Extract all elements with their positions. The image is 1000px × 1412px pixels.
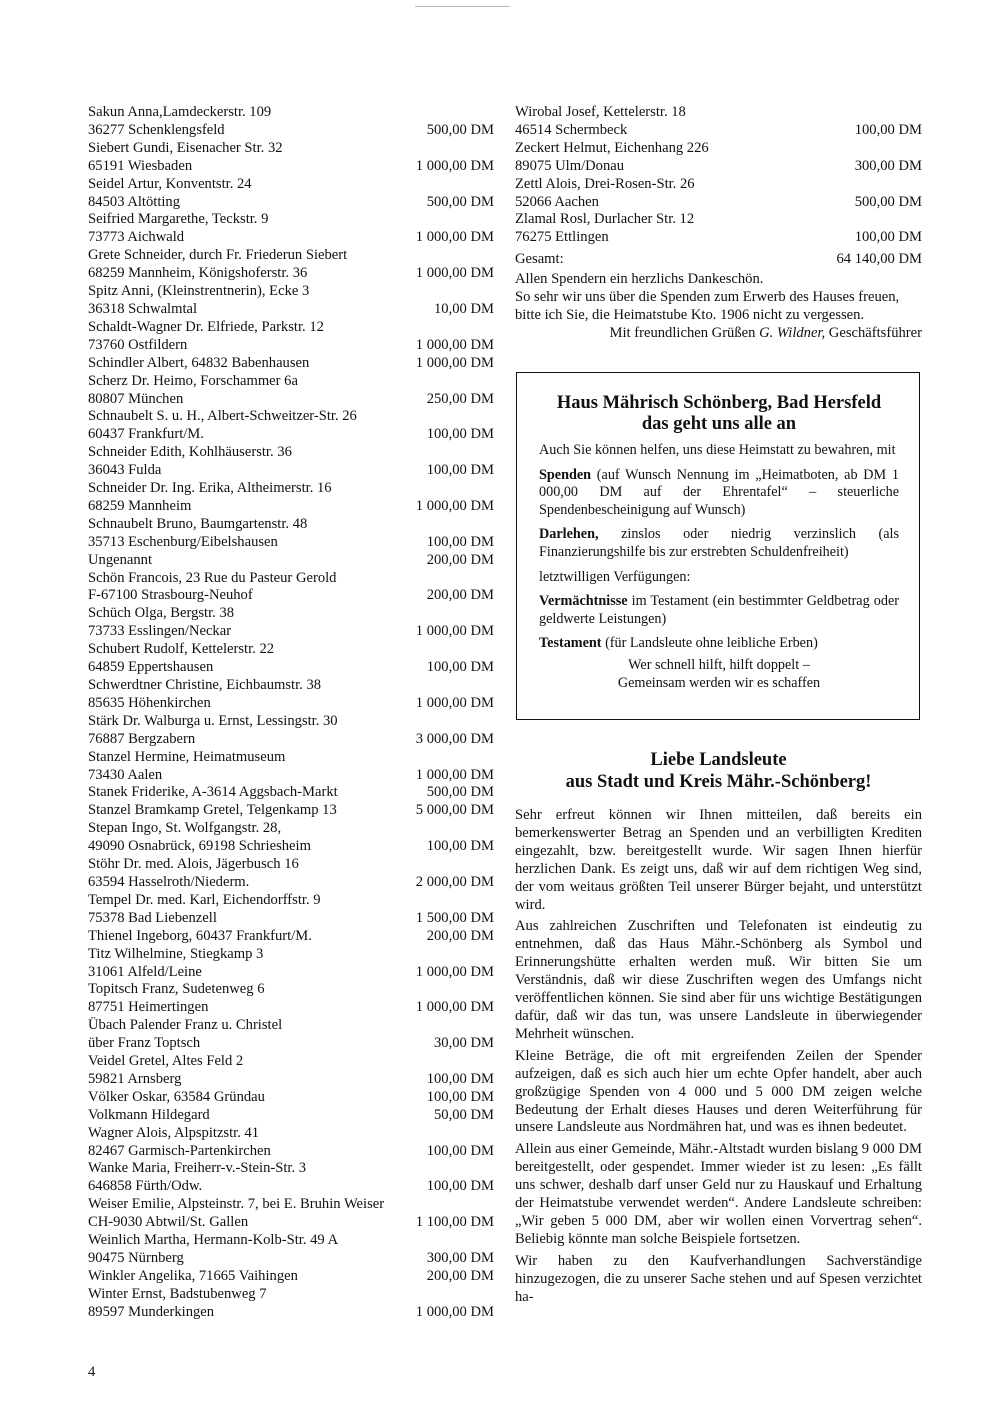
box-item: [539, 467, 899, 520]
donor-entry: [88, 444, 494, 480]
donation-amount: 30,00 DM: [434, 1035, 494, 1052]
donor-name-line: Schnaubelt S. u. H., Albert-Schweitzer-Str. 26: [88, 408, 357, 425]
donor-entry: [88, 1196, 494, 1232]
donor-name-line: Schindler Albert, 64832 Babenhausen: [88, 354, 310, 371]
donor-address: [88, 1268, 421, 1286]
donor-address: [88, 570, 421, 606]
donor-city-line: 73733 Esslingen/Neckar: [88, 623, 232, 640]
box-motto: [539, 657, 899, 692]
donation-amount: 10,00 DM: [434, 300, 494, 317]
donor-address: [88, 1017, 428, 1053]
donor-city-line: 90475 Nürnberg: [88, 1250, 184, 1266]
donor-entry: [88, 176, 494, 212]
donation-amount: 100,00 DM: [426, 659, 494, 676]
right-column-top: [515, 104, 922, 343]
donation-amount: 1 000,00 DM: [415, 623, 494, 640]
donor-address: [88, 104, 421, 140]
box-item-term: Darlehen,: [539, 526, 599, 543]
donor-name-line: Topitsch Franz, Sudetenweg 6: [88, 981, 265, 998]
donor-name-line: Schaldt-Wagner Dr. Elfriede, Parkstr. 12: [88, 318, 324, 335]
donor-address: [88, 784, 421, 802]
donor-name-line: Schnaubelt Bruno, Baumgartenstr. 48: [88, 515, 308, 532]
donor-name-line: Ungenannt: [88, 551, 153, 568]
donor-city-line: 49090 Osnabrück, 69198 Schriesheim: [88, 838, 311, 855]
donor-entry: [88, 784, 494, 802]
donor-name-line: Wirobal Josef, Kettelerstr. 18: [515, 104, 686, 120]
donor-name-line: Tempel Dr. med. Karl, Eichendorffstr. 9: [88, 891, 321, 908]
donor-address: [88, 1196, 410, 1232]
donor-entry: [88, 211, 494, 247]
donor-name-line: Schneider Edith, Kohlhäuserstr. 36: [88, 444, 292, 461]
thanks-line: Allen Spendern ein herzlichs Dankeschön.: [515, 271, 764, 288]
donor-city-line: 89597 Munderkingen: [88, 1303, 215, 1320]
donor-name-line: Schneider Dr. Ing. Erika, Altheimerstr. 16: [88, 480, 332, 497]
donor-address: [88, 444, 421, 480]
donor-entry: [88, 820, 494, 856]
donation-amount: 100,00 DM: [426, 462, 494, 479]
box-item-term: Testament: [539, 635, 602, 652]
box-item: [539, 593, 899, 628]
signoff-name: G. Wildner,: [759, 324, 826, 341]
box-item-text: zinslos oder niedrig verzinslich (als Finanzierungshilfe bis zur erstrebten Schuldenfreiheit): [539, 526, 899, 560]
donation-amount: 300,00 DM: [854, 157, 922, 174]
donor-city-line: 52066 Aachen: [515, 193, 599, 210]
donor-name-line: Schön Francois, 23 Rue du Pasteur Gerold: [88, 569, 337, 586]
donor-name-line: Titz Wilhelmine, Stiegkamp 3: [88, 945, 264, 962]
donor-address: [88, 355, 410, 373]
donor-name-line: Zettl Alois, Drei-Rosen-Str. 26: [515, 175, 695, 192]
donor-address: [515, 176, 849, 212]
donor-name-line: Stöhr Dr. med. Alois, Jägerbusch 16: [88, 856, 299, 873]
donor-entry: [88, 373, 494, 409]
donor-address: [88, 176, 421, 212]
donation-amount: 1 000,00 DM: [415, 497, 494, 514]
article-paragraph: Kleine Beträge, die oft mit ergreifenden Zeilen der Spender aufzeigen, daß es sich auch hier um echte Opfer handelt, aber auch großzügige Spenden von 4 000 und 5 000 DM zeigen welche Bedeutung der Erhalt dieses Hauses und deren Weiterführung für unsere Landsleute aus Nordmähren hat, und was es ihnen bedeutet.: [515, 1047, 922, 1136]
donor-entry: [515, 140, 922, 176]
donation-amount: 5 000,00 DM: [415, 802, 494, 819]
donor-city-line: 68259 Mannheim: [88, 497, 192, 514]
donor-city-line: 73430 Aalen: [88, 766, 163, 783]
donor-name-line: Stärk Dr. Walburga u. Ernst, Lessingstr. 30: [88, 712, 338, 729]
signoff-suffix: Geschäftsführer: [825, 324, 922, 341]
donor-name-line: Spitz Anni, (Kleinstrentnerin), Ecke 3: [88, 283, 310, 300]
total-amount: 64 140,00 DM: [836, 251, 922, 268]
letter-article: [515, 750, 922, 1310]
donor-entry: [88, 552, 494, 570]
box-motto-line-2: Gemeinsam werden wir es schaffen: [617, 674, 821, 691]
donor-entry: [515, 104, 922, 140]
donor-address: [88, 1107, 428, 1125]
donor-entry: [88, 928, 494, 946]
donor-name-line: Seifried Margarethe, Teckstr. 9: [88, 211, 269, 228]
donor-entry: [88, 1232, 494, 1268]
donor-entry: [88, 802, 494, 820]
info-box: [516, 372, 920, 720]
donor-address: [88, 749, 410, 785]
donor-city-line: 65191 Wiesbaden: [88, 157, 193, 174]
box-item-text: (für Landsleute ohne leibliche Erben): [601, 635, 818, 652]
donation-amount: 2 000,00 DM: [415, 873, 494, 890]
donation-amount: 1 100,00 DM: [415, 1214, 494, 1231]
donor-city-line: 84503 Altötting: [88, 193, 181, 210]
donation-amount: 100,00 DM: [426, 1178, 494, 1195]
donor-entry: [88, 1125, 494, 1161]
donor-city-line: 80807 München: [88, 390, 184, 407]
donor-city-line: 646858 Fürth/Odw.: [88, 1178, 203, 1195]
donor-name-line: Stanzel Bramkamp Gretel, Telgenkamp 13: [88, 802, 337, 819]
donation-amount: 500,00 DM: [426, 784, 494, 801]
donor-address: [515, 104, 849, 140]
box-motto-line-1: Wer schnell hilft, hilft doppelt –: [628, 656, 810, 673]
donor-entry: [88, 570, 494, 606]
donor-name-line: Grete Schneider, durch Fr. Friederun Siebert: [88, 247, 348, 264]
donation-amount: 1 000,00 DM: [415, 157, 494, 174]
box-title-line-1: Haus Mährisch Schönberg, Bad Hersfeld: [556, 393, 882, 413]
donor-address: [88, 552, 421, 570]
donor-city-line: 46514 Schermbeck: [515, 121, 628, 138]
donor-entry: [88, 247, 494, 283]
donor-name-line: Zlamal Rosl, Durlacher Str. 12: [515, 211, 695, 228]
donor-address: [88, 1089, 421, 1107]
donor-city-line: 68259 Mannheim, Königshoferstr. 36: [88, 265, 308, 282]
donation-amount: 200,00 DM: [426, 587, 494, 604]
article-title-line-2: aus Stadt und Kreis Mähr.-Schönberg!: [565, 771, 872, 792]
donation-amount: 1 000,00 DM: [415, 336, 494, 353]
donor-entry: [88, 1053, 494, 1089]
donor-address: [88, 677, 410, 713]
donor-address: [88, 1286, 410, 1322]
donor-entry: [88, 104, 494, 140]
donor-city-line: 35713 Eschenburg/Eibelshausen: [88, 533, 278, 550]
box-item-term: Vermächtnisse: [539, 593, 628, 610]
donor-address: [88, 981, 410, 1017]
donor-address: [88, 605, 410, 641]
donor-entry: [88, 713, 494, 749]
donation-amount: 100,00 DM: [854, 229, 922, 246]
donor-address: [88, 283, 428, 319]
donor-address: [88, 713, 410, 749]
box-item: [539, 569, 899, 587]
donor-entry: [88, 140, 494, 176]
donation-amount: 100,00 DM: [426, 426, 494, 443]
donor-entry: [88, 1160, 494, 1196]
signoff-prefix: Mit freundlichen Grüßen: [609, 324, 760, 341]
article-title: [515, 750, 922, 793]
donation-amount: 1 000,00 DM: [415, 229, 494, 246]
donor-address: [88, 480, 410, 516]
box-item: [539, 526, 899, 561]
donation-amount: 3 000,00 DM: [415, 730, 494, 747]
donor-name-line: Übach Palender Franz u. Christel: [88, 1017, 283, 1034]
donor-address: [88, 892, 410, 928]
donor-address: [515, 211, 849, 247]
donor-name-line: Seidel Artur, Konventstr. 24: [88, 175, 252, 192]
donor-address: [88, 802, 410, 820]
donor-entry: [88, 981, 494, 1017]
donor-address: [88, 946, 410, 982]
donor-entry: [88, 892, 494, 928]
donor-list-left: [88, 104, 494, 1322]
donor-city-line: 87751 Heimertingen: [88, 999, 209, 1016]
donation-amount: 200,00 DM: [426, 551, 494, 568]
donor-city-line: 73760 Ostfildern: [88, 336, 188, 353]
donation-amount: 100,00 DM: [426, 1070, 494, 1087]
donor-entry: [88, 1017, 494, 1053]
box-title: [539, 393, 899, 435]
donor-address: [88, 319, 410, 355]
donation-amount: 1 000,00 DM: [415, 265, 494, 282]
donation-amount: 250,00 DM: [426, 390, 494, 407]
donor-name-line: Stanek Friderike, A-3614 Aggsbach-Markt: [88, 784, 338, 801]
donor-address: [88, 140, 410, 176]
donor-name-line: Stepan Ingo, St. Wolfgangstr. 28,: [88, 820, 282, 837]
donor-name-line: Scherz Dr. Heimo, Forschammer 6a: [88, 372, 298, 389]
donor-city-line: CH-9030 Abtwil/St. Gallen: [88, 1214, 249, 1231]
donation-amount: 1 500,00 DM: [415, 909, 494, 926]
donor-list-right: [515, 104, 922, 247]
donation-amount: 1 000,00 DM: [415, 694, 494, 711]
donor-address: [88, 928, 421, 946]
donor-entry: [88, 946, 494, 982]
donor-address: [88, 373, 421, 409]
donor-name-line: Völker Oskar, 63584 Gründau: [88, 1088, 265, 1105]
appeal-line-2: bitte ich Sie, die Heimatstube Kto. 1906 nicht zu vergessen.: [515, 306, 865, 323]
box-item-text: im Testament (ein bestimmter Geldbetrag oder geldwerte Leistungen): [539, 593, 899, 627]
article-paragraph: Sehr erfreut können wir Ihnen mitteilen, daß bereits ein bemerkenswerter Betrag an Spenden und an verbilligten Krediten eingezahlt, bzw. bereitgestellt wurde. Wir sagen Ihnen hierfür herzlichen Dank. Es zeigt uns, daß wir auf dem richtigen Weg sind, der vom weitaus größten Teil unserer Bürger bejaht, und unterstützt wird.: [515, 807, 922, 913]
donation-amount: 50,00 DM: [434, 1106, 494, 1123]
article-paragraph: Allein aus einer Gemeinde, Mähr.-Altstadt wurden bislang 9 000 DM bereitgestellt, oder gespendet. Immer wieder ist zu lesen: „Es fällt uns schwer, deshalb darf unser Geld nur zu Hauskauf und Erhaltung der Heimatstube verwendet werden“. Andere Landsleute schreiben: „Wir geben 5 000 DM, aber wir wollen einen Vorvertrag sehen“. Beliebig könnte man solche Beispiele fortsetzen.: [515, 1141, 922, 1247]
donor-entry: [88, 856, 494, 892]
donor-entry: [88, 408, 494, 444]
donor-name-line: Sakun Anna,Lamdeckerstr. 109: [88, 104, 272, 120]
donor-name-line: Siebert Gundi, Eisenacher Str. 32: [88, 139, 283, 156]
article-paragraph: Aus zahlreichen Zuschriften und Telefonaten ist eindeutig zu entnehmen, daß das Haus Mähr.-Schönberg als Symbol und Erinnerungshütte erhalten werden muß. Wir bitten Sie um Verständnis, daß wir diese Zuschriften wegen des Umfangs nicht veröffentlichen können. Sie sind aber für uns wichtige Bestätigungen dafür, daß wir das tun, was unsere Landsleute in überwiegender Mehrheit wünschen.: [515, 918, 922, 1042]
donor-city-line: 59821 Arnsberg: [88, 1070, 182, 1087]
donation-amount: 1 000,00 DM: [415, 1303, 494, 1320]
donor-name-line: Weinlich Martha, Hermann-Kolb-Str. 49 A: [88, 1232, 339, 1249]
box-title-line-2: das geht uns alle an: [641, 414, 797, 434]
donor-city-line: 75378 Bad Liebenzell: [88, 909, 217, 926]
donation-amount: 1 000,00 DM: [415, 999, 494, 1016]
donor-address: [88, 1232, 421, 1268]
donor-city-line: 76887 Bergzabern: [88, 730, 196, 747]
donor-address: [88, 641, 421, 677]
donor-entry: [88, 283, 494, 319]
donor-name-line: Schüch Olga, Bergstr. 38: [88, 605, 235, 622]
donation-amount: 100,00 DM: [426, 533, 494, 550]
donor-city-line: 31061 Alfeld/Leine: [88, 963, 202, 980]
article-paragraph: Wir haben zu den Kaufverhandlungen Sachverständige hinzugezogen, die zu unserer Sache stehen und auf Spesen verzichtet ha-: [515, 1252, 922, 1305]
article-title-line-1: Liebe Landsleute: [650, 750, 787, 770]
donation-amount: 1 000,00 DM: [415, 963, 494, 980]
donor-address: [88, 211, 410, 247]
donor-name-line: Winkler Angelika, 71665 Vaihingen: [88, 1267, 298, 1284]
box-intro: Auch Sie können helfen, uns diese Heimstatt zu bewahren, mit: [539, 442, 896, 458]
donor-entry: [88, 749, 494, 785]
donation-amount: 500,00 DM: [426, 193, 494, 210]
donor-city-line: 36277 Schenklengsfeld: [88, 121, 225, 138]
appeal-line-1: So sehr wir uns über die Spenden zum Erwerb des Hauses freuen,: [515, 289, 900, 306]
donor-entry: [88, 1107, 494, 1125]
donor-address: [88, 1053, 421, 1089]
donor-address: [88, 1125, 421, 1161]
donation-amount: 100,00 DM: [854, 121, 922, 138]
donation-amount: 200,00 DM: [426, 1267, 494, 1284]
donor-entry: [88, 1286, 494, 1322]
donor-address: [88, 856, 410, 892]
donor-city-line: 85635 Höhenkirchen: [88, 694, 211, 711]
donor-name-line: Wanke Maria, Freiherr-v.-Stein-Str. 3: [88, 1160, 307, 1177]
donor-address: [88, 516, 421, 552]
donor-address: [88, 1160, 421, 1196]
donor-name-line: Weiser Emilie, Alpsteinstr. 7, bei E. Bruhin Weiser: [88, 1196, 385, 1213]
donor-entry: [88, 480, 494, 516]
donor-entry: [88, 319, 494, 355]
donor-entry: [88, 677, 494, 713]
donor-city-line: 89075 Ulm/Donau: [515, 157, 625, 174]
total-label: Gesamt:: [515, 251, 564, 268]
donor-city-line: 36043 Fulda: [88, 462, 162, 479]
donor-entry: [88, 355, 494, 373]
box-item-term: Spenden: [539, 466, 592, 483]
donation-amount: 200,00 DM: [426, 927, 494, 944]
donor-name-line: Stanzel Hermine, Heimatmuseum: [88, 748, 286, 765]
donor-city-line: 36318 Schwalmtal: [88, 300, 198, 317]
donor-city-line: 73773 Aichwald: [88, 229, 185, 246]
donor-name-line: Winter Ernst, Badstubenweg 7: [88, 1285, 267, 1302]
donor-address: [88, 408, 421, 444]
donor-address: [88, 247, 410, 283]
donor-city-line: über Franz Toptsch: [88, 1035, 201, 1052]
donor-city-line: 64859 Eppertshausen: [88, 659, 214, 676]
donor-city-line: 63594 Hasselroth/Niederm.: [88, 873, 250, 890]
donor-entry: [515, 176, 922, 212]
signoff: [515, 325, 922, 343]
donor-name-line: Volkmann Hildegard: [88, 1106, 210, 1123]
donation-amount: 500,00 DM: [426, 121, 494, 138]
donor-entry: [88, 516, 494, 552]
donation-amount: 300,00 DM: [426, 1250, 494, 1266]
donor-address: [88, 820, 421, 856]
donation-amount: 100,00 DM: [426, 1142, 494, 1159]
donor-entry: [88, 605, 494, 641]
donor-city-line: 82467 Garmisch-Partenkirchen: [88, 1142, 271, 1159]
donor-name-line: Thienel Ingeborg, 60437 Frankfurt/M.: [88, 927, 312, 944]
donation-amount: 100,00 DM: [426, 838, 494, 855]
donor-city-line: 76275 Ettlingen: [515, 229, 609, 246]
donor-entry: [515, 211, 922, 247]
top-rule: [415, 6, 510, 7]
box-item: [539, 635, 899, 653]
donor-city-line: 60437 Frankfurt/M.: [88, 426, 204, 443]
donation-amount: 1 000,00 DM: [415, 354, 494, 371]
donation-amount: 1 000,00 DM: [415, 766, 494, 783]
donor-name-line: Schubert Rudolf, Kettelerstr. 22: [88, 641, 275, 658]
donor-name-line: Veidel Gretel, Altes Feld 2: [88, 1053, 244, 1070]
donor-entry: [88, 641, 494, 677]
box-item-text: letztwilligen Verfügungen:: [539, 568, 691, 585]
box-item-text: (auf Wunsch Nennung im „Heimatboten, ab DM 1 000,00 DM auf der Ehrentafel“ – steuerliche Spendenbescheinigung auf Wunsch): [539, 466, 899, 518]
donor-entry: [88, 1089, 494, 1107]
donor-entry: [88, 1268, 494, 1286]
donor-name-line: Wagner Alois, Alpspitzstr. 41: [88, 1124, 260, 1141]
donor-city-line: F-67100 Strasbourg-Neuhof: [88, 587, 253, 604]
total-row: [515, 251, 922, 269]
donation-amount: 100,00 DM: [426, 1088, 494, 1105]
donor-address: [515, 140, 849, 176]
donor-name-line: Schwerdtner Christine, Eichbaumstr. 38: [88, 677, 322, 693]
page-number: 4: [88, 1364, 96, 1380]
donation-amount: 500,00 DM: [854, 193, 922, 210]
donor-name-line: Zeckert Helmut, Eichenhang 226: [515, 139, 709, 156]
